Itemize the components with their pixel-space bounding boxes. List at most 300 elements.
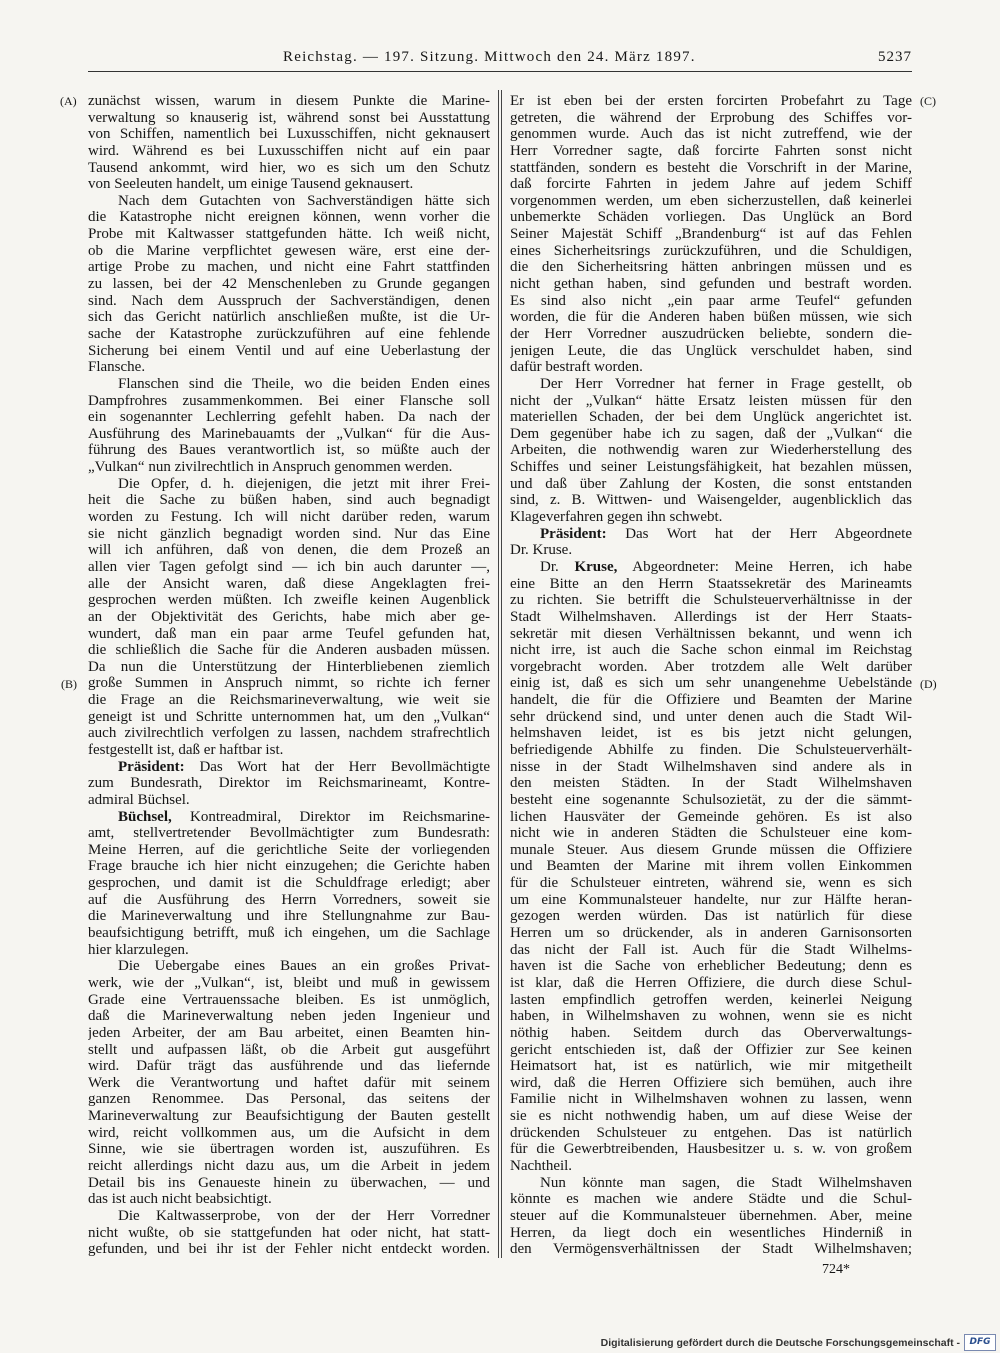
- text-line: [88, 975, 490, 992]
- line-text: sehr drückend sind, und unter denen auch die Stadt Wil-: [510, 708, 912, 725]
- line-text: nicht wie in anderen Städten die Schulsteuer eine kom-: [510, 825, 912, 842]
- line-text: Meine Herren, auf die gerichtliche Seite der vorliegenden: [88, 841, 490, 858]
- text-line: [510, 1008, 912, 1025]
- paragraph: [510, 93, 912, 376]
- line-text: Es sind also nicht „ein paar arme Teufel“ gefunden: [510, 292, 912, 309]
- line-text: getreten, die während der Erprobung des Schiffes vor-: [510, 109, 912, 126]
- dfg-logo: DFG: [964, 1334, 996, 1351]
- line-text: vorgebracht worden. Aber trotzdem alle Welt darüber: [510, 658, 912, 675]
- text-line: [510, 226, 912, 243]
- margin-marker-b: (B): [61, 677, 77, 691]
- text-line: [88, 692, 490, 709]
- speaker-title: Dr.: [540, 558, 559, 575]
- line-text: nicht gethan haben, sind gefunden und bestraft worden.: [510, 276, 912, 293]
- line-text: Tausend ankommt, wird hier, wo es sich um den Schutz: [88, 159, 490, 176]
- column-divider: [498, 90, 499, 1258]
- line-text: nisse in der Stadt Wilhelmshaven sind andere als in: [510, 758, 912, 775]
- line-text: Herren, da liegt doch ein wesentliches Hinderniß in: [510, 1224, 912, 1241]
- line-text: gezogen werden würden. Das ist natürlich für diese: [510, 908, 912, 925]
- text-line: [88, 675, 490, 692]
- text-line: [88, 492, 490, 509]
- text-line: [510, 476, 912, 493]
- line-text: gericht entschieden ist, daß der Offizier zur See keinen: [510, 1041, 912, 1058]
- text-line: [510, 1191, 912, 1208]
- line-text: admiral Büchsel.: [88, 791, 190, 808]
- line-text: jeden Arbeiter, der am Bau arbeitet, einen Beamten hin-: [88, 1024, 490, 1041]
- digitization-credit: Digitalisierung gefördert durch die Deutsche Forschungsgemeinschaft -: [600, 1337, 960, 1349]
- line-text: sie nicht gänzlich begnadigt worden sind. Nur das Eine: [88, 525, 490, 542]
- line-text: zunächst wissen, warum in diesem Punkte die Marine-: [88, 93, 490, 109]
- text-line: [88, 376, 490, 393]
- line-text: hier klarzulegen.: [88, 941, 189, 958]
- line-text: Da nun die Unterstützung der Hinterbliebenen ziemlich: [88, 658, 490, 675]
- text-line: [510, 626, 912, 643]
- text-line: [510, 809, 912, 826]
- line-text: Die Opfer, d. h. diejenigen, die jetzt mit ihrer Frei-: [118, 475, 490, 492]
- line-text: und Beamten der Marine mit ihrem vollen Einkommen: [510, 858, 912, 875]
- line-text: die schließlich die Sache für die Anderen ausbaden müssen.: [88, 642, 490, 659]
- line-text: dafür bestraft worden.: [510, 359, 643, 376]
- text-line: [88, 892, 490, 909]
- line-text: die Frage an die Reichsmarineverwaltung, wie weit sie: [88, 692, 490, 709]
- line-text: zu richten. Sie betrifft die Schulsteuerverhältnisse in der: [510, 592, 912, 609]
- line-text: Nach dem Gutachten von Sachverständigen hätte sich: [118, 192, 490, 209]
- line-text: Detail bis ins Genaueste hinein zu überwachen, — und: [88, 1174, 490, 1191]
- line-text: Flanschen sind die Theile, wo die beiden Enden eines: [118, 375, 490, 392]
- text-line: [88, 126, 490, 143]
- line-text: könnte es machen wie andere Städte und die Schul-: [510, 1191, 912, 1208]
- text-line: [88, 259, 490, 276]
- paragraph: [88, 759, 490, 809]
- text-line: [510, 576, 912, 593]
- line-text: das nicht der Fall ist. Auch für die Stadt Wilhelms-: [510, 941, 912, 958]
- line-text: artige Probe zu machen, und nicht eine Fahrt stattfinden: [88, 259, 490, 276]
- speaker-name: Präsident:: [540, 525, 607, 542]
- text-line: [88, 809, 490, 826]
- text-line: [88, 343, 490, 360]
- line-text: haven ist die Sache von erheblicher Bedeutung; denn es: [510, 958, 912, 975]
- text-line: [88, 509, 490, 526]
- text-line: [88, 409, 490, 426]
- line-text: Arbeiten, die nothwendig waren zur Wiederherstellung des: [510, 442, 912, 459]
- text-line: [510, 259, 912, 276]
- line-text: Marineverwaltung zur Beaufsichtigung der Bauten gestellt: [88, 1108, 490, 1125]
- text-line: [510, 409, 912, 426]
- line-text: der Herr Vorredner auszudrücken beliebte, sondern die-: [510, 325, 912, 342]
- line-text: Abgeordneter: Meine Herren, ich habe: [632, 558, 912, 575]
- text-line: [510, 1141, 912, 1158]
- text-line: [510, 1125, 912, 1142]
- line-text: Herren um so drückender, als in anderen Garnisonsorten: [510, 925, 912, 942]
- text-line: [88, 609, 490, 626]
- line-text: Flansche.: [88, 359, 146, 376]
- line-text: ist klar, daß die Herren Offiziere, die durch diese Schul-: [510, 974, 912, 991]
- line-text: beaufsichtigung betrifft, muß ich eingehen, um die Sachlage: [88, 925, 490, 942]
- line-text: materiellen Schaden, der bei dem Unglück angerichtet ist.: [510, 409, 912, 426]
- margin-marker-d: (D): [920, 677, 937, 691]
- text-line: [510, 1208, 912, 1225]
- text-line: [510, 1225, 912, 1242]
- signature-mark: 724*: [822, 1262, 850, 1277]
- line-text: lichen Hausväter der Gemeinde gehören. Es ist also: [510, 808, 912, 825]
- text-line: [88, 1225, 490, 1242]
- text-line: [88, 1158, 490, 1175]
- text-line: [510, 975, 912, 992]
- line-text: den Vermögensverhältnissen der Stadt Wilhelmshaven;: [510, 1241, 912, 1258]
- text-line: [88, 1191, 490, 1208]
- line-text: Stadt Wilhelmshaven. Allerdings ist der Herr Staats-: [510, 608, 912, 625]
- paragraph: [510, 1175, 912, 1258]
- line-text: nicht wußte, ob sie stattgefunden hat oder nicht, hat statt-: [88, 1224, 490, 1241]
- text-line: [510, 176, 912, 193]
- text-line: [510, 925, 912, 942]
- line-text: Familie nicht in Wilhelmshaven wohnen zu lassen, wenn: [510, 1091, 912, 1108]
- line-text: vorgenommen werden, um eben sicherzustellen, daß keinerlei: [510, 192, 912, 209]
- text-line: [88, 393, 490, 410]
- line-text: Kontreadmiral, Direktor im Reichsmarine-: [190, 808, 490, 825]
- text-line: [510, 1108, 912, 1125]
- paragraph: [88, 93, 490, 193]
- text-line: [510, 343, 912, 360]
- line-text: Heimatsort hat, ist es natürlich, wie mir mitgetheilt: [510, 1058, 912, 1075]
- line-text: das ist auch nicht beabsichtigt.: [88, 1191, 272, 1208]
- text-line: [88, 143, 490, 160]
- text-line: [510, 942, 912, 959]
- line-text: munale Steuer. Aus diesem Grunde müssen die Offiziere: [510, 841, 912, 858]
- text-line: [510, 143, 912, 160]
- text-line: [510, 908, 912, 925]
- line-text: zu lassen, bei der 42 Menschenleben zu Grunde gegangen: [88, 276, 490, 293]
- line-text: daß forcirte Fahrten in jedem Jahre auf jedem Schiff: [510, 176, 912, 193]
- text-line: [88, 1042, 490, 1059]
- line-text: Dampfrohres zusammenkommen. Bei einer Flansche soll: [88, 392, 490, 409]
- line-text: verwaltung so knauserig ist, während sonst bei Ausstattung: [88, 109, 490, 126]
- text-line: [88, 1175, 490, 1192]
- line-text: Herr Vorredner sagte, daß forcirte Fahrten sonst nicht: [510, 142, 912, 159]
- text-line: [510, 110, 912, 127]
- text-line: [88, 775, 490, 792]
- text-line: [510, 160, 912, 177]
- text-line: [88, 193, 490, 210]
- text-line: [510, 858, 912, 875]
- text-line: [88, 293, 490, 310]
- line-text: Sinne, wie sie übertragen worden ist, auszuführen. Es: [88, 1141, 490, 1158]
- text-line: [510, 1091, 912, 1108]
- line-text: Dr. Kruse.: [510, 542, 573, 559]
- text-line: [88, 875, 490, 892]
- text-line: [88, 426, 490, 443]
- text-line: [88, 176, 490, 193]
- text-line: [88, 1125, 490, 1142]
- speaker-name: Präsident:: [118, 758, 185, 775]
- text-line: [510, 459, 912, 476]
- line-text: ein sogenannter Lechlerring gefehlt haben. Da nach der: [88, 409, 490, 426]
- text-line: [510, 293, 912, 310]
- line-text: gesprochen, und damit ist die Schuldfrage erledigt; aber: [88, 875, 490, 892]
- line-text: helmshaven leidet, ist es bis jetzt nicht gelungen,: [510, 725, 912, 742]
- running-header: Reichstag. — 197. Sitzung. Mittwoch den 24. März 1897.: [283, 49, 696, 65]
- line-text: drückenden Schulsteuer zu entgehen. Das ist natürlich: [510, 1124, 912, 1141]
- text-line: [88, 1208, 490, 1225]
- text-line: [88, 542, 490, 559]
- paragraph: [88, 193, 490, 376]
- line-text: unbemerkte Schäden vorliegen. Das Unglück an Bord: [510, 209, 912, 226]
- line-text: handelt, die für die Offiziere und Beamten der Marine: [510, 692, 912, 709]
- right-column: [510, 93, 912, 1259]
- line-text: Der Herr Vorredner hat ferner in Frage gestellt, ob: [540, 375, 912, 392]
- text-line: [88, 759, 490, 776]
- text-line: [88, 1058, 490, 1075]
- line-text: führung des Baues verantwortlich ist, so müßte auch der: [88, 442, 490, 459]
- line-text: allen vier Tagen gefolgt sind — ich bin auch darunter —,: [88, 558, 490, 575]
- line-text: ganzen Renommee. Das Personal, das seitens der: [88, 1091, 490, 1108]
- line-text: befriedigende Abhilfe zu finden. Die Schulsteuerverhält-: [510, 741, 912, 758]
- line-text: eines Sicherheitsrings zurückzuführen, und die Schuldigen,: [510, 242, 912, 259]
- line-text: Dem gegenüber habe ich zu sagen, daß der „Vulkan“ die: [510, 425, 912, 442]
- column-divider: [501, 90, 502, 1258]
- line-text: worden, die für die Anderen haben büßen müssen, wie sich: [510, 309, 912, 326]
- paragraph: [510, 376, 912, 526]
- text-line: [88, 442, 490, 459]
- text-line: [510, 359, 912, 376]
- line-text: ob die Marine verpflichtet gewesen wäre, erst eine der-: [88, 242, 490, 259]
- line-text: Die Kaltwasserprobe, von der der Herr Vorredner: [118, 1207, 490, 1224]
- line-text: amt, stellvertretender Bevollmächtigter zum Bundesrath:: [88, 825, 490, 842]
- line-text: reicht allerdings nicht dazu aus, um die Arbeit in jedem: [88, 1158, 490, 1174]
- line-text: Das Wort hat der Herr Bevollmächtigte: [199, 758, 490, 775]
- header-rule: [88, 71, 912, 72]
- text-line: [88, 209, 490, 226]
- paragraph: [88, 958, 490, 1208]
- text-line: [88, 459, 490, 476]
- text-line: [88, 742, 490, 759]
- line-text: alle der Ansicht waren, daß diese Angeklagten frei-: [88, 575, 490, 592]
- text-line: [510, 709, 912, 726]
- line-text: geneigt ist und Schritte unternommen hat, um den „Vulkan“: [88, 708, 490, 725]
- speaker-name: Kruse,: [574, 558, 618, 575]
- text-line: [88, 226, 490, 243]
- line-text: lasten empfindlich getroffen werden, keinerlei Neigung: [510, 991, 912, 1008]
- line-text: von Seeleuten handelt, um einige Tausend geknausert.: [88, 176, 414, 193]
- text-line: [88, 1008, 490, 1025]
- line-text: einig ist, daß es sich um sehr unangenehme Uebelstände: [510, 675, 912, 692]
- text-line: [88, 842, 490, 859]
- line-text: sind, z. B. Wittwen- und Waisengelder, augenblicklich das: [510, 492, 912, 509]
- paragraph: [510, 526, 912, 559]
- text-line: [88, 243, 490, 260]
- line-text: Die Uebergabe eines Baues an ein großes Privat-: [118, 958, 490, 975]
- line-text: sich das Gericht natürlich anschließen mußte, ist die Ur-: [88, 309, 490, 326]
- text-line: [88, 559, 490, 576]
- line-text: sache der Katastrophe zurückzuführen auf eine fehlende: [88, 325, 490, 342]
- text-line: [510, 1025, 912, 1042]
- page-number: 5237: [878, 49, 912, 65]
- text-line: [510, 1042, 912, 1059]
- text-line: [88, 1091, 490, 1108]
- text-line: [510, 742, 912, 759]
- text-line: [88, 476, 490, 493]
- text-line: [510, 1075, 912, 1092]
- text-line: [510, 1175, 912, 1192]
- margin-marker-a: (A): [60, 94, 77, 108]
- line-text: besteht eine sogenannte Schulsozietät, zu der die sämmt-: [510, 791, 912, 808]
- text-line: [510, 592, 912, 609]
- line-text: nicht der „Vulkan“ hätte Ersatz leisten müssen für den: [510, 392, 912, 409]
- text-line: [510, 243, 912, 260]
- text-line: [88, 160, 490, 177]
- margin-marker-c: (C): [920, 94, 936, 108]
- line-text: wird. Dafür trägt das ausführende und das liefernde: [88, 1058, 490, 1075]
- text-line: [510, 725, 912, 742]
- text-line: [510, 642, 912, 659]
- line-text: daß die Marineverwaltung neben jeden Ingenieur und: [88, 1008, 490, 1025]
- text-line: [88, 958, 490, 975]
- text-line: [88, 659, 490, 676]
- left-column: [88, 93, 490, 1259]
- text-line: [88, 110, 490, 127]
- text-line: [510, 875, 912, 892]
- text-line: [88, 858, 490, 875]
- line-text: will ich anführen, daß von denen, die dem Prozeß an: [88, 542, 490, 559]
- paragraph: [88, 1208, 490, 1258]
- line-text: Er ist eben bei der ersten forcirten Probefahrt zu Tage: [510, 93, 912, 109]
- text-line: [510, 1058, 912, 1075]
- text-line: [88, 93, 490, 110]
- line-text: gefunden, und bei ihr ist der Fehler nicht entdeckt worden.: [88, 1241, 490, 1258]
- line-text: sind. Nach dem Ausspruch der Sachverständigen, denen: [88, 292, 490, 309]
- line-text: auch zivilrechtlich verfolgen zu lassen, nachdem strafrechtlich: [88, 725, 490, 742]
- line-text: heit die Sache zu büßen haben, sind auch begnadigt: [88, 492, 490, 509]
- text-line: [510, 1241, 912, 1258]
- text-line: [510, 825, 912, 842]
- line-text: für die Gewerbtreibenden, Hausbesitzer u. s. w. von großem: [510, 1141, 912, 1158]
- text-line: [510, 958, 912, 975]
- line-text: Sicherung bei einem Ventil und auf eine Ueberlastung der: [88, 342, 490, 359]
- text-line: [510, 126, 912, 143]
- line-text: festgestellt ist, daß er haftbar ist.: [88, 741, 284, 758]
- line-text: stattfänden, sondern es besteht die Vorschrift in der Marine,: [510, 159, 912, 176]
- line-text: wird, daß die Herren Offiziere sich bemühen, auch ihre: [510, 1074, 912, 1091]
- line-text: auf die Ausführung des Herrn Vorredners, soweit sie: [88, 891, 490, 908]
- text-line: [510, 209, 912, 226]
- text-line: [88, 1241, 490, 1258]
- text-line: [88, 1025, 490, 1042]
- line-text: Das Wort hat der Herr Abgeordnete: [625, 525, 912, 542]
- line-text: den meisten Städten. In der Stadt Wilhelmshaven: [510, 775, 912, 792]
- text-line: [510, 276, 912, 293]
- text-line: [510, 442, 912, 459]
- line-text: Seiner Majestät Schiff „Brandenburg“ ist auf das Fehlen: [510, 226, 912, 243]
- line-text: Frage brauche ich hier nicht einzugehen; die Gerichte haben: [88, 858, 490, 875]
- line-text: worden zu Festung. Ich will nicht darüber reden, warum: [88, 509, 490, 526]
- line-text: wundert, daß man ein paar arme Teufel gefunden hat,: [88, 625, 490, 642]
- paragraph: [510, 559, 912, 1175]
- line-text: Schiffes und seiner Leistungsfähigkeit, hat bezahlen müssen,: [510, 459, 912, 476]
- line-text: die den Sicherheitsring hätten anbringen müssen und es: [510, 259, 912, 276]
- text-line: [88, 576, 490, 593]
- text-line: [510, 759, 912, 776]
- text-line: [510, 93, 912, 110]
- text-line: [510, 609, 912, 626]
- line-text: jenigen Leute, die das Unglück verschuldet haben, sind: [510, 342, 912, 359]
- line-text: stellt und aufpassen läßt, ob die Arbeit gut ausgeführt: [88, 1041, 490, 1058]
- line-text: wird, reicht vollkommen aus, um die Aufsicht in dem: [88, 1124, 490, 1141]
- text-line: [510, 193, 912, 210]
- text-line: [88, 309, 490, 326]
- line-text: sekretär mit diesen Verhältnissen bekannt, und wenn ich: [510, 625, 912, 642]
- line-text: um eine Kommunalsteuer handelte, nur zur Hälfte heran-: [510, 891, 912, 908]
- text-line: [88, 276, 490, 293]
- text-line: [88, 592, 490, 609]
- text-line: [510, 675, 912, 692]
- paragraph: [88, 476, 490, 759]
- line-text: Probe mit Kaltwasser stattgefunden hätte. Ich weiß nicht,: [88, 226, 490, 243]
- text-line: [88, 1075, 490, 1092]
- text-line: [510, 542, 912, 559]
- text-line: [510, 393, 912, 410]
- text-line: [88, 1108, 490, 1125]
- line-text: genommen wurde. Auch das ist nicht zutreffend, wie der: [510, 126, 912, 143]
- text-line: [510, 559, 912, 576]
- text-line: [510, 792, 912, 809]
- paragraph: [88, 376, 490, 476]
- line-text: wird. Während es bei Luxusschiffen nicht auf ein paar: [88, 142, 490, 159]
- text-line: [88, 825, 490, 842]
- line-text: Nachtheil.: [510, 1158, 573, 1174]
- line-text: sie es nicht nothwendig haben, um auf diese Weise der: [510, 1108, 912, 1125]
- line-text: Ausführung des Marinebauamts der „Vulkan“ für die Aus-: [88, 425, 490, 442]
- text-line: [510, 892, 912, 909]
- text-line: [88, 908, 490, 925]
- line-text: Nun könnte man sagen, die Stadt Wilhelmshaven: [540, 1174, 912, 1191]
- line-text: und daß über Zahlung der Kosten, die sonst entstanden: [510, 475, 912, 492]
- text-line: [510, 309, 912, 326]
- text-line: [510, 692, 912, 709]
- text-line: [510, 659, 912, 676]
- line-text: an der Objektivität des Gerichts, habe mich aber ge-: [88, 608, 490, 625]
- line-text: nöthig haben. Seitdem durch das Oberverwaltungs-: [510, 1024, 912, 1041]
- text-line: [88, 642, 490, 659]
- text-line: [510, 492, 912, 509]
- paragraph: [88, 809, 490, 959]
- line-text: Werk die Verantwortung und haftet dafür mit seinem: [88, 1074, 490, 1091]
- line-text: steuer auf die Kommunalsteuer übernehmen. Aber, meine: [510, 1207, 912, 1224]
- text-line: [510, 426, 912, 443]
- text-line: [510, 509, 912, 526]
- text-line: [88, 359, 490, 376]
- text-line: [510, 842, 912, 859]
- text-line: [88, 925, 490, 942]
- line-text: Klageverfahren gegen ihn schwebt.: [510, 509, 723, 526]
- text-line: [510, 326, 912, 343]
- text-line: [88, 792, 490, 809]
- text-line: [510, 1158, 912, 1175]
- line-text: werk, wie der „Vulkan“, ist, bleibt und muß in gewissem: [88, 974, 490, 991]
- line-text: nicht irre, ist auch die Sache schon einmal im Reichstag: [510, 642, 912, 659]
- text-line: [510, 376, 912, 393]
- text-line: [88, 709, 490, 726]
- line-text: Grade eine Vertrauenssache bleiben. Es ist unmöglich,: [88, 991, 490, 1008]
- line-text: eine Bitte an den Herrn Staatssekretär des Marineamts: [510, 575, 912, 592]
- text-line: [510, 526, 912, 543]
- line-text: haben, in Wilhelmshaven zu wohnen, wenn sie es nicht: [510, 1008, 912, 1025]
- line-text: die Katastrophe nicht ereignen können, wenn vorher die: [88, 209, 490, 226]
- line-text: gesprochen werden müßten. Ich zweifle keinen Augenblick: [88, 592, 490, 609]
- text-line: [88, 725, 490, 742]
- line-text: zum Bundesrath, Direktor im Reichsmarineamt, Kontre-: [88, 775, 490, 792]
- line-text: von Schiffen, namentlich bei Luxusschiffen, nicht geknausert: [88, 126, 490, 143]
- text-line: [510, 775, 912, 792]
